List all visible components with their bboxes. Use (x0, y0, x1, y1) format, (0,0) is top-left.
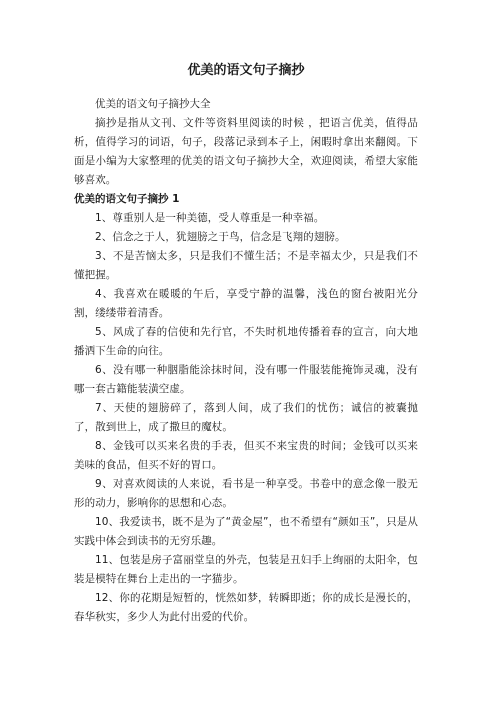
list-item: 11、包装是房子富丽堂皇的外壳，包装是丑妇手上绚丽的太阳伞，包装是模特在舞台上走出的一字猫步。 (74, 554, 418, 585)
list-item: 4、我喜欢在暖暖的午后，享受宁静的温馨，浅色的窗台被阳光分割，缕缕带着清香。 (74, 288, 418, 319)
list-item: 8、金钱可以买来名贵的手表，但买不来宝贵的时间；金钱可以买来美味的食品，但买不好的胃口。 (74, 440, 418, 471)
list-item: 9、对喜欢阅读的人来说，看书是一种享受。书卷中的意念像一股无形的动力，影响你的思想和心态。 (74, 478, 418, 509)
intro-paragraph: 摘抄是指从文刊、文件等资料里阅读的时候 ，把语言优美，值得品析，值得学习的词语，句子，段落记录到本子上，闲暇时拿出来翻阅。下面是小编为大家整理的优美的语文句子摘抄大全，欢迎阅读，希望大家能够喜欢。 (74, 117, 418, 186)
list-item: 5、风成了春的信使和先行官，不失时机地传播着春的宣言，向大地播洒下生命的向往。 (74, 326, 418, 357)
section-heading: 优美的语文句子摘抄 1 (74, 193, 180, 205)
list-item: 3、不是苦恼太多，只是我们不懂生活；不是幸福太少，只是我们不懂把握。 (74, 250, 418, 281)
list-item: 6、没有哪一种胭脂能涂抹时间，没有哪一件服装能掩饰灵魂，没有哪一套古籍能装潢空虚。 (74, 364, 418, 395)
document-title: 优美的语文句子摘抄 (187, 63, 305, 78)
list-item: 7、天使的翅膀碎了，落到人间，成了我们的忧伤；诚信的被囊抛了，散到世上，成了撒旦的魔杖。 (74, 402, 418, 433)
document-subtitle: 优美的语文句子摘抄大全 (95, 98, 211, 110)
list-item: 2、信念之于人，犹翅膀之于鸟，信念是飞翔的翅膀。 (95, 231, 346, 243)
list-item: 12、你的花期是短暂的，恍然如梦，转瞬即逝；你的成长是漫长的，春华秋实，多少人为此付出爱的代价。 (74, 592, 418, 623)
list-item: 1、尊重别人是一种美德，受人尊重是一种幸福。 (95, 212, 325, 224)
sentence-list (74, 209, 418, 627)
list-item: 10、我爱读书，既不是为了“黄金屋”，也不希望有“颜如玉”，只是从实践中体会到读书的无穷乐趣。 (74, 516, 418, 547)
